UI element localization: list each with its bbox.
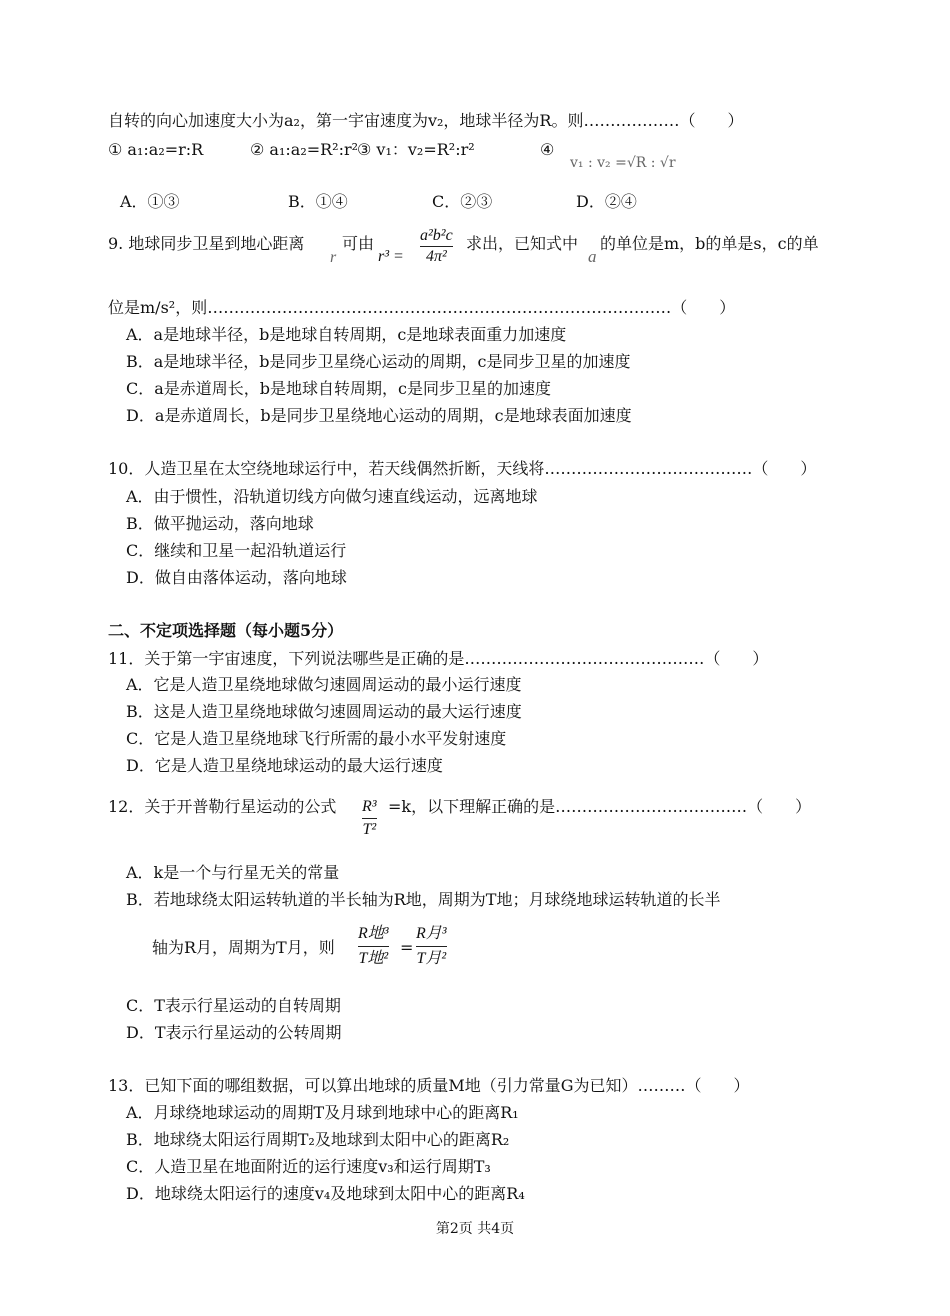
q12-option-b-left-denominator: T地² bbox=[358, 946, 389, 971]
q12-stem-part-b: =k，以下理解正确的是………………………………（ ） bbox=[388, 797, 812, 816]
q12-option-b-left-numerator: R地³ bbox=[358, 925, 389, 942]
q10-option-d: D．做自由落体运动，落向地球 bbox=[126, 568, 347, 587]
q9-stem-part-b: 可由 bbox=[342, 234, 375, 253]
q9-stem-part-c: 求出，已知式中 bbox=[466, 234, 579, 253]
q9-formula-numerator: a²b²c bbox=[420, 227, 453, 244]
q9-var-r: r bbox=[330, 249, 337, 266]
q13-option-c: C．人造卫星在地面附近的运行速度v₃和运行周期T₃ bbox=[126, 1157, 491, 1176]
q12-formula-denominator: T² bbox=[362, 818, 377, 841]
q12-option-b-line2: 轴为R月，周期为T月，则 bbox=[152, 938, 335, 957]
q12-formula-numerator: R³ bbox=[362, 798, 377, 815]
q12-option-b-line1: B．若地球绕太阳运转轨道的半长轴为R地，周期为T地；月球绕地球运转轨道的长半 bbox=[126, 890, 721, 909]
q12-option-b-right-numerator: R月³ bbox=[416, 925, 447, 942]
q13-option-b: B．地球绕太阳运行周期T₂及地球到太阳中心的距离R₂ bbox=[126, 1130, 510, 1149]
q12-option-c: C．T表示行星运动的自转周期 bbox=[126, 996, 341, 1015]
q9-option-d: D．a是赤道周长，b是同步卫星绕地心运动的周期，c是地球表面加速度 bbox=[126, 406, 632, 425]
q11-stem: 11．关于第一宇宙速度，下列说法哪些是正确的是………………………………………（ ） bbox=[108, 649, 769, 668]
q8-choice-a: A．①③ bbox=[120, 192, 180, 211]
q10-option-a: A．由于惯性，沿轨道切线方向做匀速直线运动，远离地球 bbox=[126, 487, 538, 506]
q12-stem-part-a: 12．关于开普勒行星运动的公式 bbox=[108, 797, 337, 816]
q13-option-d: D．地球绕太阳运行的速度v₄及地球到太阳中心的距离R₄ bbox=[126, 1184, 525, 1203]
q8-statement-3: ③ v₁：v₂=R²:r² bbox=[357, 140, 475, 159]
page-footer: 第2页 共4页 bbox=[435, 1221, 515, 1237]
q8-choice-c: C．②③ bbox=[432, 192, 493, 211]
q12-option-b-equals: = bbox=[400, 938, 414, 957]
q9-stem-part-a: 9. 地球同步卫星到地心距离 bbox=[108, 234, 305, 253]
q9-formula-denominator: 4π² bbox=[420, 246, 453, 267]
q8-choice-d: D．②④ bbox=[576, 192, 637, 211]
q12-option-b-right-denominator: T月² bbox=[416, 946, 447, 971]
q11-option-a: A．它是人造卫星绕地球做匀速圆周运动的最小运行速度 bbox=[126, 675, 522, 694]
q10-stem: 10．人造卫星在太空绕地球运行中，若天线偶然折断，天线将…………………………………（ ） bbox=[108, 459, 817, 478]
q8-choice-b: B．①④ bbox=[288, 192, 348, 211]
q12-formula-fraction bbox=[362, 796, 377, 841]
q9-option-c: C．a是赤道周长，b是地球自转周期，c是同步卫星的加速度 bbox=[126, 379, 551, 398]
q9-option-a: A．a是地球半径，b是地球自转周期，c是地球表面重力加速度 bbox=[126, 325, 567, 344]
q10-option-b: B．做平抛运动，落向地球 bbox=[126, 514, 314, 533]
q12-option-a: A．k是一个与行星无关的常量 bbox=[126, 863, 340, 882]
q9-formula-lhs: r³ = bbox=[378, 248, 404, 265]
q9-stem-part-d: 的单位是m，b的单是s，c的单 bbox=[600, 234, 819, 253]
q9-var-a: a bbox=[588, 247, 597, 266]
q10-option-c: C．继续和卫星一起沿轨道运行 bbox=[126, 541, 347, 560]
q9-formula-fraction bbox=[420, 226, 453, 267]
q11-option-c: C．它是人造卫星绕地球飞行所需的最小水平发射速度 bbox=[126, 729, 507, 748]
q8-statement-4-label: ④ bbox=[540, 140, 555, 159]
q12-option-b-left-fraction bbox=[358, 922, 389, 971]
q12-option-b-right-fraction bbox=[416, 922, 447, 971]
q13-stem: 13．已知下面的哪组数据，可以算出地球的质量M地（引力常量G为已知）………（ ） bbox=[108, 1076, 750, 1095]
q8-statement-2: ② a₁:a₂=R²:r² bbox=[250, 140, 359, 159]
q9-stem-line2: 位是m/s²，则……………………………………………………………………………（ ） bbox=[108, 298, 736, 317]
q13-option-a: A．月球绕地球运动的周期T及月球到地球中心的距离R₁ bbox=[126, 1103, 519, 1122]
q11-option-b: B．这是人造卫星绕地球做匀速圆周运动的最大运行速度 bbox=[126, 702, 522, 721]
q8-statement-1: ① a₁:a₂=r:R bbox=[108, 140, 204, 159]
q11-option-d: D．它是人造卫星绕地球运动的最大运行速度 bbox=[126, 756, 443, 775]
q9-option-b: B．a是地球半径，b是同步卫星绕心运动的周期，c是同步卫星的加速度 bbox=[126, 352, 631, 371]
section-2-title: 二、不定项选择题（每小题5分） bbox=[108, 621, 344, 640]
q8-statement-4-formula: v₁ : v₂ =√R : √r bbox=[570, 155, 676, 171]
q12-option-d: D．T表示行星运动的公转周期 bbox=[126, 1023, 342, 1042]
q8-stem-line: 自转的向心加速度大小为a₂，第一宇宙速度为v₂，地球半径为R。则………………（ ） bbox=[108, 111, 744, 130]
